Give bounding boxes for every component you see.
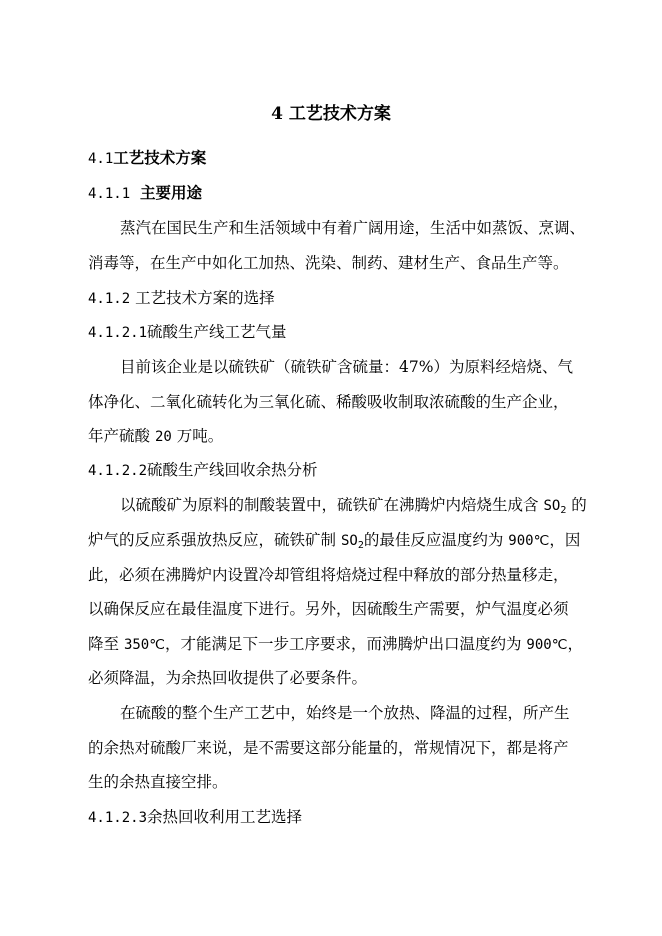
paragraph-line: 消毒等，在生产中如化工加热、洗染、制药、建材生产、食品生产等。 <box>88 254 569 272</box>
heading-4-1-2-3 <box>88 807 302 828</box>
formula-so2 <box>341 533 364 549</box>
text-run: ，因 <box>549 531 581 549</box>
paragraph-line: 的余热对硫酸厂来说，是不需要这部分能量的，常规情况下，都是将产 <box>88 739 569 757</box>
temperature-value: 350℃ <box>123 637 165 653</box>
text-run: 的 <box>571 496 587 514</box>
paragraph-line: 此，必须在沸腾炉内设置冷却管组将焙烧过程中释放的部分热量移走， <box>88 566 569 584</box>
paragraph-line: 必须降温，为余热回收提供了必要条件。 <box>88 669 368 687</box>
heading-4-1 <box>88 148 206 169</box>
paragraph-line: 生的余热直接空排。 <box>88 773 228 791</box>
heading-number: 4.1.2.1 <box>88 325 148 341</box>
chapter-title: 4 工艺技术方案 <box>271 104 391 124</box>
paragraph-line <box>88 634 583 655</box>
formula-subscript: 2 <box>357 540 364 551</box>
paragraph-line: 在硫酸的整个生产工艺中，始终是一个放热、降温的过程，所产生 <box>120 704 570 722</box>
heading-number: 4.1.1 <box>88 186 131 202</box>
paragraph-line: 蒸汽在国民生产和生活领域中有着广阔用途，生活中如蒸饭、烹调、 <box>120 219 586 237</box>
text-run: 的最佳反应温度约为 <box>363 531 504 549</box>
paragraph-line <box>120 495 587 516</box>
heading-text: 硫酸生产线工艺气量 <box>147 323 287 341</box>
heading-text: 主要用途 <box>140 183 203 202</box>
paragraph-line: 目前该企业是以硫铁矿（硫铁矿含硫量：47%）为原料经焙烧、气 <box>120 358 573 376</box>
heading-text: 余热回收利用工艺选择 <box>147 808 303 826</box>
formula-subscript: 2 <box>560 505 567 516</box>
text-run: 降至 <box>88 635 120 653</box>
heading-number: 4.1.2.2 <box>88 463 148 479</box>
paragraph-line <box>88 426 223 447</box>
text-run: ，才能满足下一步工序要求，而沸腾炉出口温度约为 <box>164 635 522 653</box>
heading-4-1-2 <box>88 288 275 309</box>
formula-so2 <box>543 498 566 514</box>
heading-number: 4.1.2 <box>88 291 131 307</box>
text-run: 炉气的反应系强放热反应，硫铁矿制 <box>88 531 337 549</box>
text-run: 以硫酸矿为原料的制酸装置中，硫铁矿在沸腾炉内焙烧生成含 <box>120 496 539 514</box>
heading-text: 硫酸生产线回收余热分析 <box>147 461 318 479</box>
paragraph-line <box>88 530 580 551</box>
text-run: 年产硫酸 <box>88 427 151 445</box>
formula-base: SO <box>543 498 561 514</box>
heading-4-1-2-2 <box>88 460 318 481</box>
heading-text: 工艺技术方案的选择 <box>135 289 275 307</box>
heading-number: 4.1 <box>88 151 114 167</box>
paragraph-line: 体净化、二氧化硫转化为三氧化硫、稀酸吸收制取浓硫酸的生产企业， <box>88 393 569 411</box>
text-run: ， <box>567 635 583 653</box>
production-value: 20 <box>154 429 172 445</box>
heading-text: 工艺技术方案 <box>113 148 207 167</box>
heading-4-1-2-1 <box>88 322 287 343</box>
temperature-value: 900℃ <box>508 533 550 549</box>
temperature-value: 900℃ <box>526 637 568 653</box>
paragraph-line: 以确保反应在最佳温度下进行。另外，因硫酸生产需要，炉气温度必须 <box>88 600 569 618</box>
formula-base: SO <box>340 533 358 549</box>
text-run: 万吨。 <box>176 427 224 445</box>
heading-4-1-1 <box>88 183 202 204</box>
heading-number: 4.1.2.3 <box>88 810 148 826</box>
